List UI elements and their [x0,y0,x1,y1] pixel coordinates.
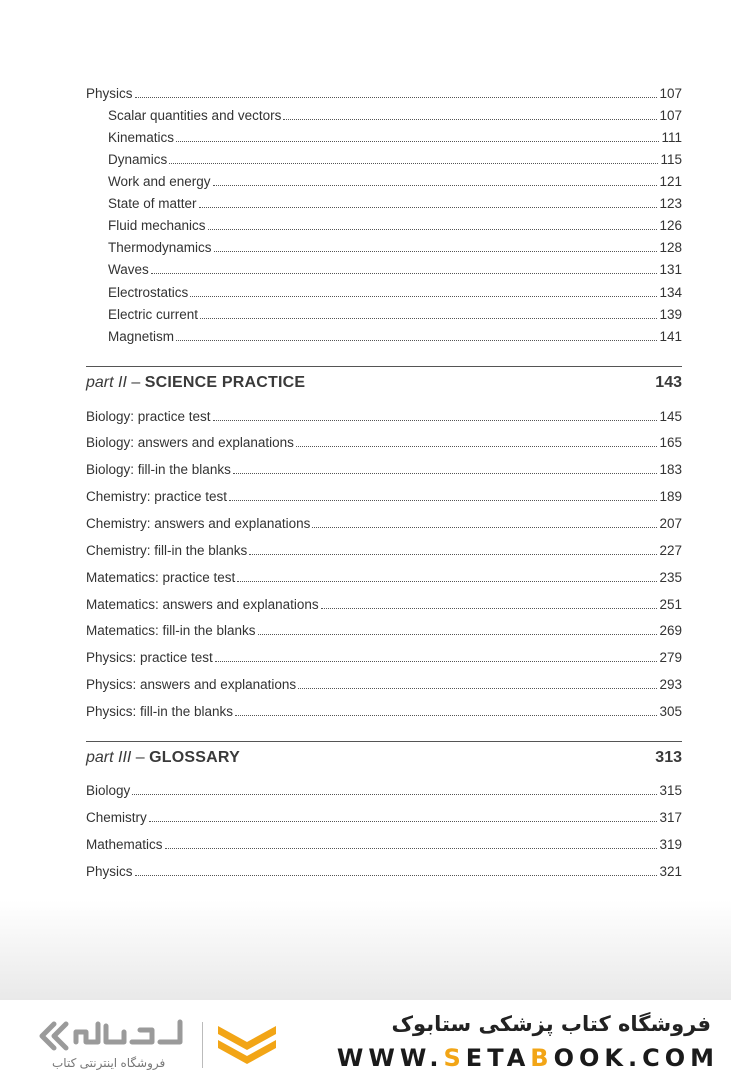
toc-subentry[interactable] [108,126,682,146]
part-page: 143 [655,374,682,391]
leader-dots [176,141,659,142]
leader-dots [235,715,657,716]
leader-dots [135,97,658,98]
toc-entry-title: Scalar quantities and vectors [108,108,282,123]
url-part-highlight: B [530,1044,554,1072]
toc-entry[interactable] [86,431,682,451]
toc-subentry[interactable] [108,214,682,234]
toc-entry-page: 293 [659,677,682,692]
toc-entry-title: Physics [86,86,133,101]
toc-entry-title: Magnetism [108,329,175,344]
part-heading-glossary[interactable] [86,745,682,767]
toc-entry[interactable] [86,405,682,425]
part-separator: – [131,749,150,766]
leader-dots [312,527,657,528]
toc-entry-title: Matematics: practice test [86,570,236,585]
leader-dots [283,119,657,120]
toc-entry-title: Biology [86,783,131,798]
leader-dots [151,273,658,274]
leader-dots [321,608,658,609]
section-divider [86,741,682,742]
toc-entry-page: 121 [659,174,682,189]
toc-subentry[interactable] [108,192,682,212]
toc-entry-title: Fluid mechanics [108,218,206,233]
toc-entry[interactable] [86,619,682,639]
store-name: فروشگاه کتاب پزشکی ستابوک [391,1012,711,1036]
toc-entry-title: Work and energy [108,174,211,189]
toc-entry-title: Biology: practice test [86,409,211,424]
toc-entry-title: Dynamics [108,152,168,167]
toc-entry[interactable] [86,700,682,720]
leader-dots [237,581,657,582]
toc-entry-title: Biology: answers and explanations [86,435,294,450]
leader-dots [213,185,658,186]
toc-entry-title: Physics: fill-in the blanks [86,704,234,719]
toc-entry-page: 279 [659,650,682,665]
toc-entry-page: 189 [659,489,682,504]
toc-entry-page: 123 [659,196,682,211]
part-page: 313 [655,749,682,766]
toc-entry-page: 128 [659,240,682,255]
toc-entry[interactable] [86,566,682,586]
toc-subentry[interactable] [108,303,682,323]
toc-entry-title: Physics: practice test [86,650,213,665]
url-part: WWW. [336,1044,444,1072]
toc-entry-title: Chemistry: practice test [86,489,228,504]
toc-entry[interactable] [86,512,682,532]
part-title: SCIENCE PRACTICE [144,374,306,391]
part-label: part II [86,374,127,391]
toc-entry-title: Thermodynamics [108,240,212,255]
toc-entry-title: Mathematics [86,837,163,852]
leader-dots [214,251,658,252]
toc-entry[interactable] [86,779,682,799]
toc-entry-page: 107 [659,86,682,101]
url-part: ETA [465,1044,531,1072]
toc-entry[interactable] [86,485,682,505]
toc-subentry[interactable] [108,281,682,301]
toc-entry-title: Biology: fill-in the blanks [86,462,231,477]
leader-dots [249,554,657,555]
toc-entry-title: Matematics: answers and explanations [86,597,319,612]
toc-entry-title: Kinematics [108,130,175,145]
toc-entry-page: 251 [659,597,682,612]
leader-dots [132,794,657,795]
toc-entry-page: 141 [659,329,682,344]
leader-dots [200,318,657,319]
leader-dots [169,163,658,164]
leader-dots [190,296,657,297]
toc-entry-physics[interactable] [86,82,682,102]
leader-dots [176,340,657,341]
toc-entry-page: 115 [660,152,682,167]
part-heading-text [86,749,240,767]
toc-entry-page: 315 [659,783,682,798]
toc-entry-page: 207 [659,516,682,531]
toc-entry-page: 321 [659,864,682,879]
toc-entry-page: 227 [659,543,682,558]
toc-entry-title: Electric current [108,307,199,322]
toc-entry[interactable] [86,673,682,693]
store-footer [0,1000,731,1080]
toc-entry-page: 183 [659,462,682,477]
part-heading-science-practice[interactable] [86,370,682,392]
part-label: part III [86,749,132,766]
leader-dots [199,207,658,208]
toc-entry-page: 126 [659,218,682,233]
toc-entry-title: Physics [86,864,133,879]
toc-entry[interactable] [86,458,682,478]
toc-entry-title: Matematics: fill-in the blanks [86,623,256,638]
toc-entry-title: Waves [108,262,149,277]
toc-entry-page: 319 [659,837,682,852]
leader-dots [213,420,658,421]
toc-entry[interactable] [86,539,682,559]
toc-entry-page: 269 [659,623,682,638]
toc-subentry[interactable] [108,148,682,168]
leader-dots [215,661,658,662]
toc-entry-page: 131 [659,262,682,277]
toc-subentry[interactable] [108,104,682,124]
leader-dots [229,500,657,501]
leader-dots [296,446,658,447]
toc-entry-title: Chemistry [86,810,147,825]
toc-entry-page: 235 [659,570,682,585]
toc-entry-page: 305 [659,704,682,719]
leader-dots [298,688,657,689]
toc-entry[interactable] [86,646,682,666]
toc-entry-title: Chemistry: fill-in the blanks [86,543,248,558]
toc-subentry[interactable] [108,325,682,345]
leader-dots [165,848,658,849]
part-separator: – [126,374,145,391]
leader-dots [208,229,658,230]
toc-entry[interactable] [86,833,682,853]
setabook-wordmark-logo[interactable] [34,1014,194,1060]
logo-divider [202,1022,203,1068]
toc-entry-title: Electrostatics [108,285,189,300]
toc-entry-page: 107 [659,108,682,123]
toc-subentry[interactable] [108,170,682,190]
url-part-highlight: S [443,1044,466,1072]
leader-dots [258,634,658,635]
toc-entry-page: 145 [659,409,682,424]
leader-dots [233,473,658,474]
toc-subentry[interactable] [108,258,682,278]
toc-entry[interactable] [86,806,682,826]
leader-dots [135,875,658,876]
toc-entry-title: Physics: answers and explanations [86,677,297,692]
stacked-books-logo-icon [212,1020,282,1070]
section-divider [86,366,682,367]
toc-subentry[interactable] [108,236,682,256]
toc-entry-page: 317 [659,810,682,825]
store-url-link[interactable] [337,1044,719,1072]
toc-entry-title: Chemistry: answers and explanations [86,516,311,531]
toc-entry[interactable] [86,860,682,880]
part-heading-text [86,374,305,392]
toc-entry-title: State of matter [108,196,197,211]
toc-entry-page: 111 [661,130,682,145]
leader-dots [149,821,658,822]
toc-entry-page: 139 [659,307,682,322]
logo-subtitle: فروشگاه اینترنتی کتاب [52,1056,166,1070]
url-part: OOK.COM [553,1044,719,1072]
toc-entry-page: 165 [659,435,682,450]
toc-entry-page: 134 [659,285,682,300]
toc-entry[interactable] [86,593,682,613]
part-title: GLOSSARY [149,749,240,766]
